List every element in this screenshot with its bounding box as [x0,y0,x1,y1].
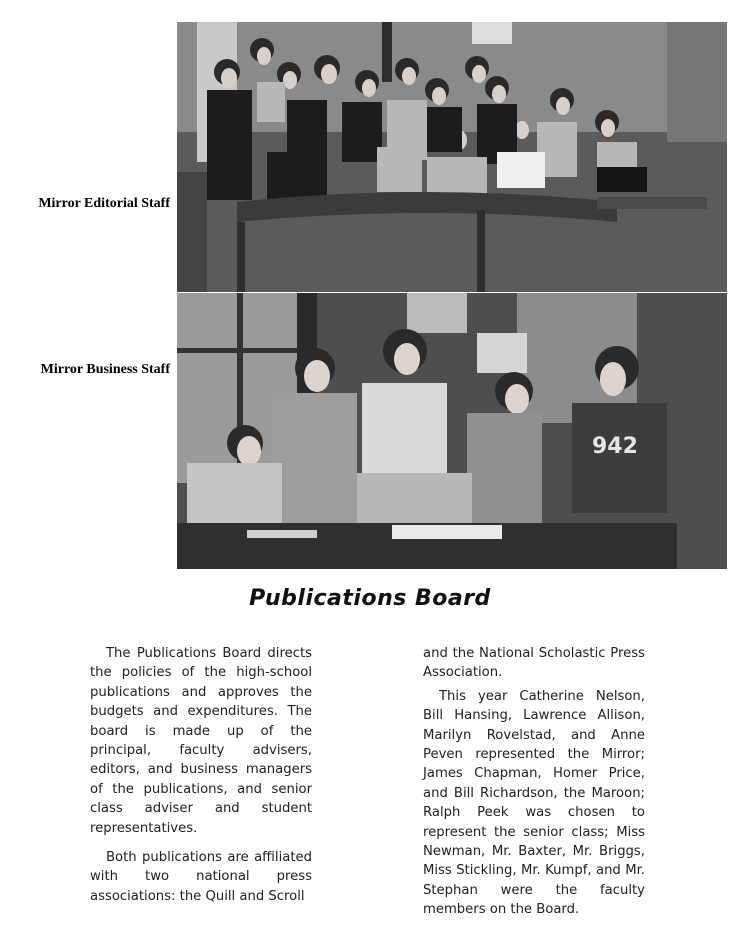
editorial-staff-caption: Mirror Editorial Staff [38,196,170,211]
paragraph: Both publications are affiliated with two national press associations: the Quill and Scroll [90,850,312,904]
paragraph: This year Catherine Nelson, Bill Hansing, Lawrence Allison, Marilyn Rovelstad, and Anne Peven represented the Mirror; James Chapman, Homer Price, and Bill Richardson, the Maroon; Ralph Peek was chosen to represent the senior class; Miss Newman, Mr. Baxter, Mr. Briggs, Miss Stickling, Mr. Kumpf, and Mr. Stephan were the faculty members on the Board. [423,688,645,918]
editorial-staff-photo [177,22,727,292]
sweater-number: 942 [592,434,638,459]
paragraph: and the National Scholastic Press Association. [423,646,645,681]
business-staff-caption: Mirror Business Staff [40,362,170,377]
business-staff-photo [177,293,727,569]
body-right-column [423,644,645,920]
paragraph: The Publications Board directs the policies of the high-school publications and approves the budgets and expenditures. The board is made up of the principal, faculty advisers, editors, and business managers of the publications, and senior class adviser and student representatives. [90,646,312,836]
page-title: Publications Board [249,586,491,611]
body-left-column [90,644,312,906]
